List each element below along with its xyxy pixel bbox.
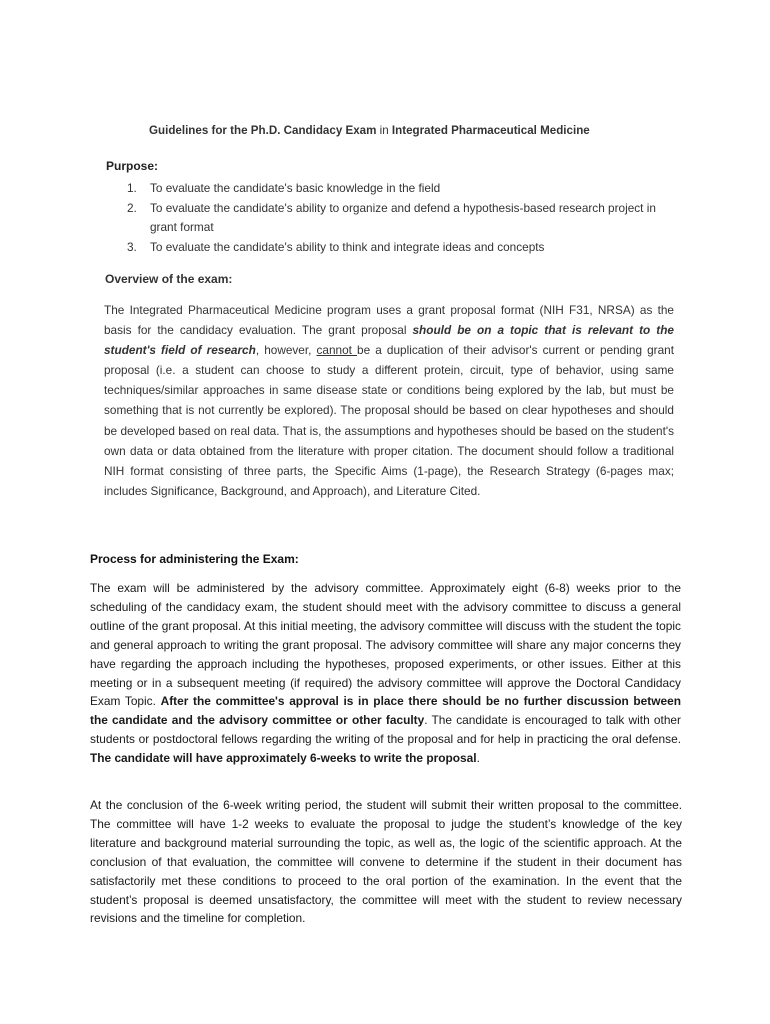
list-item-number: 1. bbox=[127, 181, 137, 195]
document-title bbox=[149, 124, 590, 137]
list-item-text: To evaluate the candidate's basic knowledge in the field bbox=[150, 181, 441, 195]
overview-emphasis: should be on a topic that is relevant to the student's field of research bbox=[104, 323, 674, 358]
title-part-3: Integrated Pharmaceutical Medicine bbox=[391, 124, 590, 137]
title-part-2: in bbox=[379, 124, 389, 137]
overview-underline: cannot bbox=[316, 343, 358, 358]
overview-text-3: be a duplication of their advisor's current or pending grant proposal (i.e. a student can choose to study a different protein, circuit, type of behavior, using same techniques/similar approaches in same disease state or conditions being explored by the lab, but must be something that is not currently be explored). The proposal should be based on clear hypotheses and should be developed based on real data. That is, the assumptions and hypotheses should be based on the student's own data or data obtained from the literature with proper citation. The document should follow a traditional NIH format consisting of three parts, the Specific Aims (1-page), the Research Strategy (6-pages max; includes Significance, Background, and Approach), and Literature Cited. bbox=[104, 343, 674, 498]
purpose-list bbox=[127, 179, 657, 257]
overview-text-2: , however, bbox=[255, 343, 317, 358]
list-item bbox=[127, 238, 657, 258]
process-paragraph-2: At the conclusion of the 6-week writing period, the student will submit their written proposal to the committee. The committee will have 1-2 weeks to evaluate the proposal to judge the student’s knowledge of the key literature and background material surrounding the topic, as well as, the logic of the scientific approach. At the conclusion of that evaluation, the committee will convene to determine if the student in their document has satisfactorily met these conditions to proceed to the oral portion of the examination. In the event that the student’s proposal is deemed unsatisfactory, the committee will meet with the student to review necessary revisions and the timeline for completion. bbox=[90, 798, 682, 926]
title-part-1: Guidelines for the Ph.D. Candidacy Exam bbox=[149, 124, 377, 137]
overview-text-1: The Integrated Pharmaceutical Medicine program uses a grant proposal format (NIH F31, NRSA) as the basis for the candidacy evaluation. The grant proposal bbox=[104, 303, 674, 338]
overview-paragraph bbox=[104, 300, 674, 501]
process-p1-text-3: . bbox=[476, 751, 480, 766]
process-p1-bold-1: After the committee's approval is in place there should be no further discussion between the candidate and the advisory committee or other faculty bbox=[90, 694, 681, 728]
process-p1-text-2: . The candidate is encouraged to talk with other students or postdoctoral fellows regarding the writing of the proposal and for help in practicing the oral defense. bbox=[90, 713, 681, 747]
process-p1-bold-2: The candidate will have approximately 6-weeks to write the proposal bbox=[90, 751, 477, 766]
process-heading: Process for administering the Exam: bbox=[90, 552, 299, 566]
list-item-text: To evaluate the candidate's ability to organize and defend a hypothesis-based research project in grant format bbox=[150, 200, 656, 235]
list-item-number: 3. bbox=[127, 239, 137, 254]
list-item bbox=[127, 199, 657, 238]
list-item bbox=[127, 179, 657, 199]
list-item-text: To evaluate the candidate's ability to think and integrate ideas and concepts bbox=[150, 239, 545, 254]
list-item-number: 2. bbox=[127, 200, 137, 215]
process-paragraph-1 bbox=[90, 579, 681, 768]
overview-heading: Overview of the exam: bbox=[105, 272, 233, 286]
process-p1-text-1: The exam will be administered by the advisory committee. Approximately eight (6-8) weeks prior to the scheduling of the candidacy exam, the student should meet with the advisory committee to discuss a general outline of the grant proposal. At this initial meeting, the advisory committee will discuss with the student the topic and general approach to writing the grant proposal. The advisory committee will share any major concerns they have regarding the approach including the hypotheses, proposed experiments, or other issues. Either at this meeting or in a subsequent meeting (if required) the advisory committee will approve the Doctoral Candidacy Exam Topic. bbox=[90, 581, 681, 709]
purpose-heading: Purpose: bbox=[106, 159, 159, 173]
